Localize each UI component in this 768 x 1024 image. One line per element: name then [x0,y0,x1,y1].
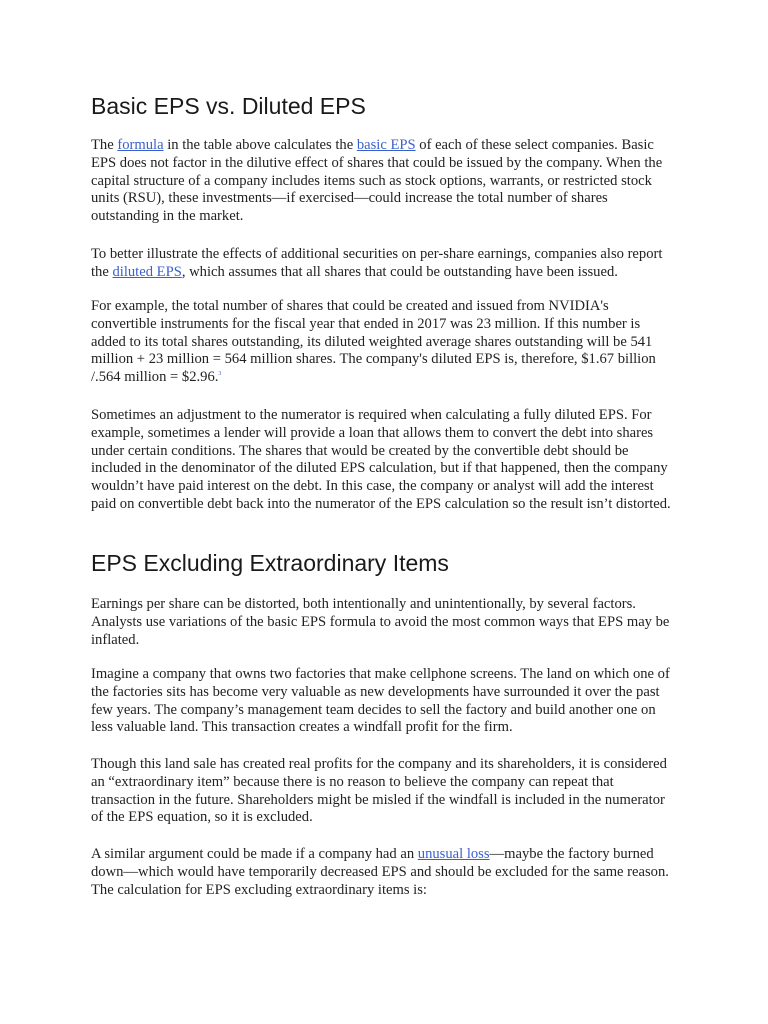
diluted-eps-link[interactable]: diluted EPS [112,263,182,280]
unusual-loss-link[interactable]: unusual loss [417,846,490,862]
formula-link[interactable]: formula [117,137,164,153]
text-run: The [91,137,118,153]
paragraph-factory-example: Imagine a company that owns two factories that make cellphone screens. The land on which one of the factories sits has become very valuable as new developments have surrounded it over the past few years. The company’s management team decides to sell the factory and build another one on less valuable land. This transaction creates a windfall profit for the firm. [91,666,670,736]
text-run: —maybe the factory burned down—which would have temporarily decreased EPS and should be excluded for the same reason. The calculation for EPS excluding extraordinary items is: [91,846,669,898]
text-run: To better illustrate the effects of additional securities on per-share earnings, companies also report the [91,246,663,280]
paragraph-eps-distortion: Earnings per share can be distorted, both intentionally and unintentionally, by several factors. Analysts use variations of the basic EPS formula to avoid the most common ways that EPS may be inflated. [91,596,670,648]
paragraph-nvidia-example [91,298,673,387]
text-run: For example, the total number of shares that could be created and issued from NVIDIA's convertible instruments for the fiscal year that ended in 2017 was 23 million. If this number is added to its total shares outstanding, its diluted weighted average shares outstanding will be 541 million + 23 million = 564 million shares. The company's diluted EPS is, therefore, $1.67 billion /.564 million = $2.96. [91,298,656,386]
basic-eps-link[interactable]: basic EPS [356,137,416,153]
paragraph-diluted-eps-intro [91,246,673,282]
section-heading-eps-excluding-extraordinary-items: EPS Excluding Extraordinary Items [91,550,449,576]
text-run: of each of these select companies. Basic EPS does not factor in the dilutive effect of shares that could be issued by the company. When the capital structure of a company includes items such as stock options, warrants, or restricted stock units (RSU), these investments—if exercised—could increase the total number of shares outstanding in the market. [91,137,663,225]
text-run: in the table above calculates the [163,137,357,153]
paragraph-numerator-adjustment: Sometimes an adjustment to the numerator is required when calculating a fully diluted EPS. For example, sometimes a lender will provide a loan that allows them to convert the debt into shares under certain conditions. The shares that would be created by the convertible debt should be included in the denominator of the diluted EPS calculation, but if that happened, then the company wouldn’t have paid interest on the debt. In this case, the company or analyst will add the interest paid on convertible debt back into the numerator of the EPS calculation so the result isn’t distorted. [91,407,671,512]
paragraph-basic-eps-intro [91,137,673,226]
footnote-reference[interactable]: 3 [218,371,222,378]
text-run: , which assumes that all shares that could be outstanding have been issued. [181,263,618,280]
paragraph-unusual-loss [91,846,673,899]
paragraph-extraordinary-item: Though this land sale has created real profits for the company and its shareholders, it is considered an “extraordinary item” because there is no reason to believe the company can repeat that transaction in the future. Shareholders might be misled if the windfall is included in the numerator of the EPS equation, so it is excluded. [91,756,667,826]
section-heading-basic-vs-diluted-eps: Basic EPS vs. Diluted EPS [91,93,366,119]
text-run: A similar argument could be made if a company had an [91,846,418,862]
